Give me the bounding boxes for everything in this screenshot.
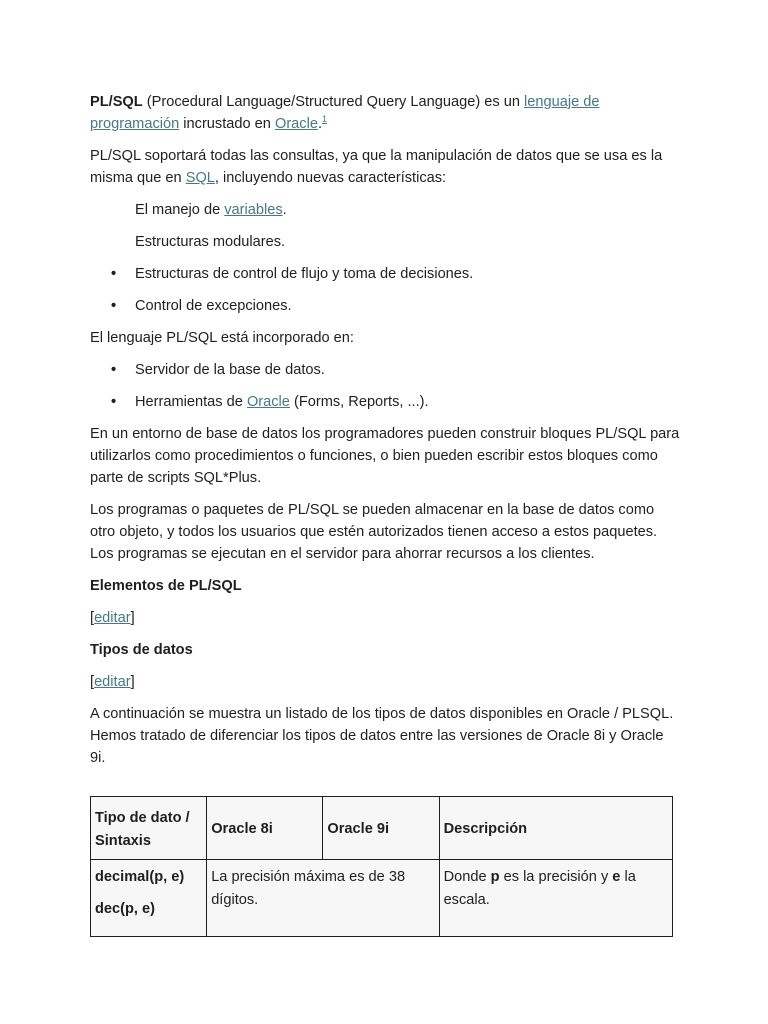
footnote-link[interactable]: 1	[322, 114, 328, 124]
table-row	[91, 860, 673, 937]
cell-oracle-precision: La precisión máxima es de 38 dígitos.	[207, 860, 439, 937]
intro-paragraph: PL/SQL (Procedural Language/Structured Query Language) es un lenguaje de programación incrustado en Oracle.$^1$	[90, 94, 600, 132]
header-oracle-9i: Oracle 9i	[323, 797, 439, 860]
list-item: • Servidor de la base de datos.	[90, 359, 680, 381]
section-title-elements: Elementos de PL/SQL	[90, 578, 242, 594]
types-paragraph: A continuación se muestra un listado de los tipos de datos disponibles en Oracle / PLSQL. Hemos tratado de diferenciar los tipos de datos entre las versiones de Oracle 8i y Oracle 9i.	[90, 706, 674, 766]
list-item: • Herramientas de Oracle (Forms, Reports, ...).	[90, 391, 680, 413]
link-sql[interactable]: SQL	[185, 170, 215, 186]
cell-syntax: decimal(p, e) dec(p, e)	[91, 860, 207, 937]
link-oracle-tools[interactable]: Oracle	[246, 394, 290, 410]
edit-link[interactable]: editar	[94, 674, 131, 690]
header-description: Descripción	[439, 797, 672, 860]
section-title-types: Tipos de datos	[90, 642, 193, 658]
environment-paragraph: En un entorno de base de datos los programadores pueden construir bloques PL/SQL para utilizarlos como procedimientos o funciones, o bien pueden escribir estos bloques como parte de scripts SQL*Plus.	[90, 426, 680, 486]
edit-link[interactable]: editar	[94, 610, 131, 626]
link-programming-language[interactable]: lenguaje de programación	[90, 94, 600, 132]
incorporated-lead: El lenguaje PL/SQL está incorporado en:	[90, 330, 354, 346]
bullet-icon: •	[111, 298, 117, 314]
list-item: • Control de excepciones.	[90, 295, 680, 317]
feature-modular: Estructuras modulares.	[135, 234, 286, 250]
header-syntax: Tipo de dato / Sintaxis	[91, 797, 207, 860]
table-header-row	[91, 797, 673, 860]
bullet-icon: •	[111, 394, 117, 410]
support-paragraph: PL/SQL soportará todas las consultas, ya que la manipulación de datos que se usa es la misma que en SQL, incluyendo nuevas características:	[90, 148, 663, 186]
cell-description: Donde p es la precisión y e la escala.	[439, 860, 672, 937]
term-plsql: PL/SQL	[90, 94, 143, 110]
edit-section-elements: [editar]	[90, 610, 135, 626]
list-item: • Estructuras de control de flujo y toma de decisiones.	[90, 263, 680, 285]
feature-variables: El manejo de variables.	[135, 202, 287, 218]
bullet-icon: •	[111, 266, 117, 282]
link-variables[interactable]: variables	[224, 202, 283, 218]
header-oracle-8i: Oracle 8i	[207, 797, 323, 860]
data-types-table	[90, 796, 673, 937]
document-page	[90, 91, 680, 937]
edit-section-types: [editar]	[90, 674, 135, 690]
bullet-icon: •	[111, 362, 117, 378]
link-oracle[interactable]: Oracle	[274, 116, 318, 132]
programs-paragraph: Los programas o paquetes de PL/SQL se pueden almacenar en la base de datos como otro objeto, y todos los usuarios que estén autorizados tienen acceso a estos paquetes. Los programas se ejecutan en el servidor para ahorrar recursos a los clientes.	[90, 502, 658, 562]
